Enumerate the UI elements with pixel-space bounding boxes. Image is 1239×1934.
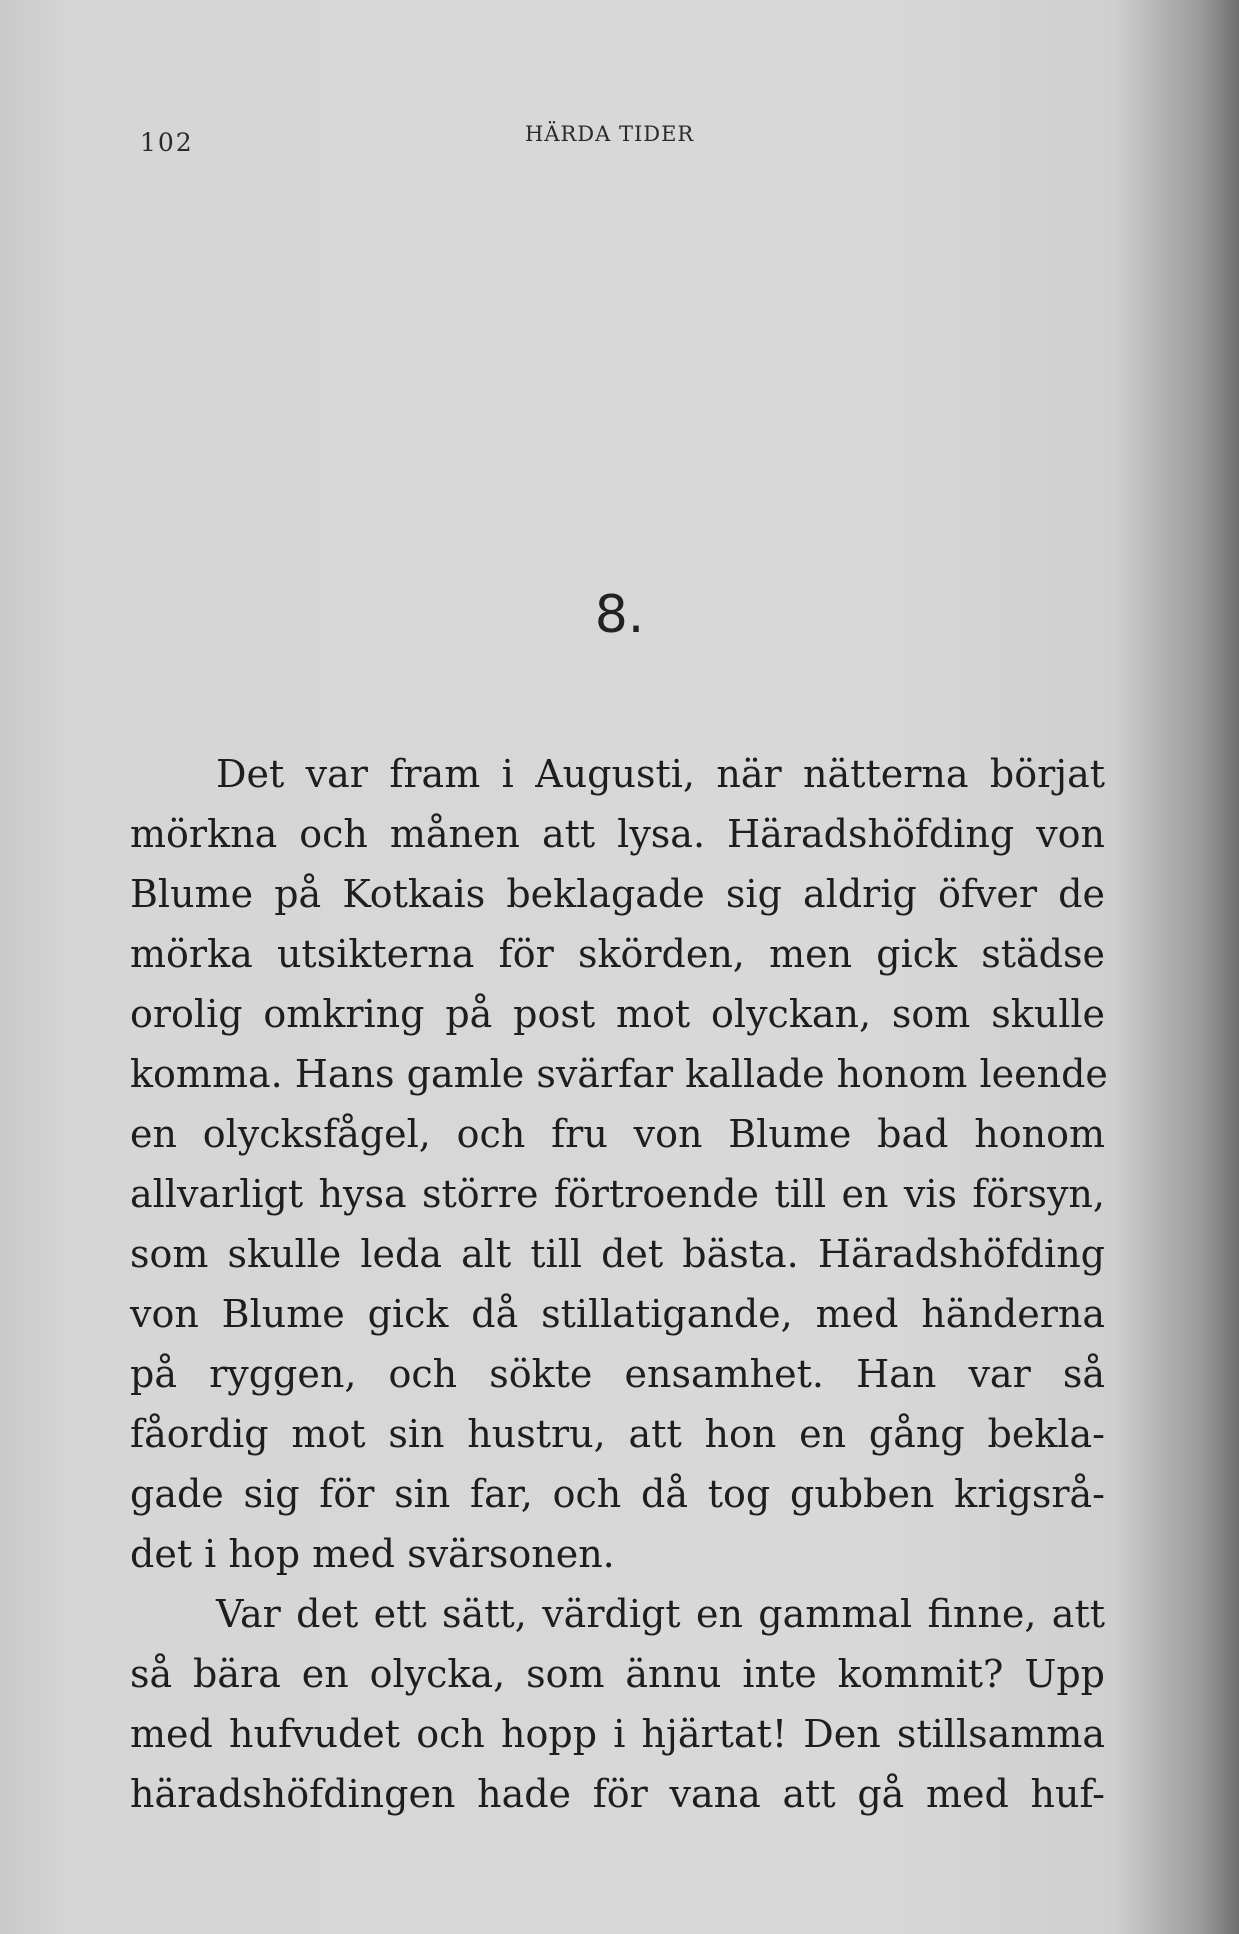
text-line: Blume på Kotkais beklagade sig aldrig öfver de: [130, 872, 1105, 916]
text-line: orolig omkring på post mot olyckan, som skulle: [130, 992, 1105, 1036]
chapter-number: 8.: [594, 585, 645, 645]
text-line: med hufvudet och hopp i hjärtat! Den stillsamma: [130, 1712, 1105, 1756]
text-line: en olycksfågel, och fru von Blume bad honom: [130, 1112, 1105, 1156]
text-line: så bära en olycka, som ännu inte kommit? Upp: [130, 1652, 1105, 1696]
text-line: von Blume gick då stillatigande, med händerna: [130, 1292, 1105, 1336]
body-text: [130, 744, 1108, 1824]
text-line: fåordig mot sin hustru, att hon en gång bekla-: [130, 1412, 1105, 1456]
paragraph-1: [130, 744, 1108, 1584]
text-line: mörka utsikterna för skörden, men gick städse: [130, 932, 1105, 976]
text-line: på ryggen, och sökte ensamhet. Han var så: [130, 1352, 1105, 1396]
paragraph-2: [130, 1584, 1105, 1824]
running-head: [140, 118, 720, 158]
page-number: 102: [140, 128, 194, 157]
text-line: gade sig för sin far, och då tog gubben krigsrå-: [130, 1472, 1105, 1516]
text-line: som skulle leda alt till det bästa. Häradshöfding: [130, 1232, 1105, 1276]
text-line: Var det ett sätt, värdigt en gammal finne, att: [216, 1592, 1105, 1636]
text-line: häradshöfdingen hade för vana att gå med huf-: [130, 1772, 1105, 1816]
text-line: mörkna och månen att lysa. Häradshöfding von: [130, 812, 1105, 856]
text-line: det i hop med svärsonen.: [130, 1532, 615, 1576]
text-line: allvarligt hysa större förtroende till en vis försyn,: [130, 1172, 1105, 1216]
text-line: Det var fram i Augusti, när nätterna börjat: [216, 752, 1105, 796]
text-line: komma. Hans gamle svärfar kallade honom leende: [130, 1052, 1108, 1096]
running-title: HÄRDA TIDER: [525, 122, 695, 146]
